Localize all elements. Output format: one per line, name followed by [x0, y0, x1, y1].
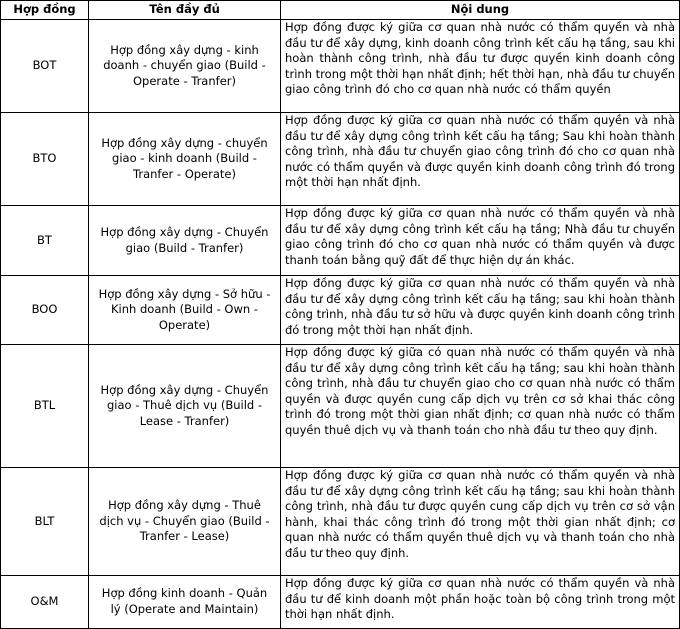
contract-abbr: BT: [1, 206, 89, 276]
table-row: [1, 206, 680, 276]
contract-abbr: BOO: [1, 276, 89, 345]
contract-full-name: Hợp đồng xây dựng - kinh doanh - chuyển giao (Build - Operate - Tranfer): [89, 20, 281, 113]
table-row: [1, 345, 680, 468]
contract-content: Hợp đồng được ký giữa cơ quan nhà nước có thẩm quyền và nhà đầu tư để xây dựng công trình kết cấu hạ tầng; Sau khi hoàn thành công trình, nhà đầu tư chuyển giao công trình đó cho cơ quan nhà nước có thẩm quyền và được quyền kinh doanh công trình đó trong một thời hạn nhất định.: [281, 113, 680, 206]
table-row: [1, 276, 680, 345]
table-row: [1, 20, 680, 113]
table-row: [1, 113, 680, 206]
contract-abbr: BOT: [1, 20, 89, 113]
table-row: [1, 576, 680, 629]
contract-full-name: Hợp đồng xây dựng - Sở hữu - Kinh doanh (Build - Own - Operate): [89, 276, 281, 345]
contract-abbr: BTL: [1, 345, 89, 468]
contract-abbr: BLT: [1, 468, 89, 576]
contract-full-name: Hợp đồng kinh doanh - Quản lý (Operate and Maintain): [89, 576, 281, 629]
header-contract: Hợp đồng: [1, 1, 89, 20]
contract-full-name: Hợp đồng xây dựng - chuyển giao - kinh doanh (Build - Tranfer - Operate): [89, 113, 281, 206]
contract-content: Hợp đồng được ký giữa có quan nhà nước có thẩm quyền và nhà đầu tư để xây dựng công trình kết cấu hạ tầng; sau khi hoàn thành công trình, nhà đầu tư chuyển giao cho cơ quan nhà nước có thẩm quyền và được quyền cung cấp dịch vụ trên cơ sở khai thác công trình đó trong một thời gian nhất định; cơ quan nhà nước có thẩm quyền thuê dịch vụ và thanh toán cho nhà đầu tư theo quy định.: [281, 345, 680, 468]
contract-full-name: Hợp đồng xây dựng - Chuyển giao (Build - Tranfer): [89, 206, 281, 276]
contract-content: Hợp đồng được ký giữa cơ quan nhà nước có thẩm quyền và nhà đầu tư để xây dựng, kinh doanh công trình kết cấu hạ tầng, sau khi hoàn thành công trình, nhà đầu tư được quyền kinh doanh công trình trong một thời hạn nhất định; hết thời hạn, nhà đầu tư chuyển giao công trình đó cho cơ quan nhà nước có thẩm quyền: [281, 20, 680, 113]
contract-abbr: O&M: [1, 576, 89, 629]
header-full-name: Tên đầy đủ: [89, 1, 281, 20]
contract-full-name: Hợp đồng xây dựng - Chuyển giao - Thuê dịch vụ (Build - Lease - Tranfer): [89, 345, 281, 468]
contract-content: Hợp đồng được ký giữa cơ quan nhà nước có thẩm quyền và nhà đầu tư để xây dựng công trình kết cấu hạ tầng; Nhà đầu tư chuyển giao công trình đó cho cơ quan nhà nước có thẩm quyền và được thanh toán bằng quỹ đất để thực hiện dự án khác.: [281, 206, 680, 276]
contract-content: Hợp đồng được ký giữa cơ quan nhà nước có thẩm quyền và nhà đầu tư để xây dựng công trình kết cấu hạ tầng; sau khi hoàn thành công trình, nhà đầu tư được quyền cung cấp dịch vụ trên cơ sở vận hành, khai thác công trình đó trong một thời gian nhất định; cơ quan nhà nước có thẩm quyền thuê dịch vụ và thanh toán cho nhà đầu tư theo quy định.: [281, 468, 680, 576]
table-row: [1, 468, 680, 576]
contract-content: Hợp đồng được ký giữa cơ quan nhà nước có thẩm quyền và nhà đầu tư để xây dựng công trình kết cấu hạ tầng; sau khi hoàn thành công trình, nhà đầu tư sở hữu và được quyền kinh doanh công trình đó trong một thời hạn nhất định.: [281, 276, 680, 345]
contract-abbr: BTO: [1, 113, 89, 206]
header-content: Nội dung: [281, 1, 680, 20]
contract-full-name: Hợp đồng xây dựng - Thuê dịch vụ - Chuyển giao (Build - Tranfer - Lease): [89, 468, 281, 576]
table-header-row: [1, 1, 680, 20]
contract-content: Hợp đồng được ký giữa cơ quan nhà nước có thẩm quyền và nhà đầu tư để kinh doanh một phần hoặc toàn bộ công trình trong một thời hạn nhất định.: [281, 576, 680, 629]
